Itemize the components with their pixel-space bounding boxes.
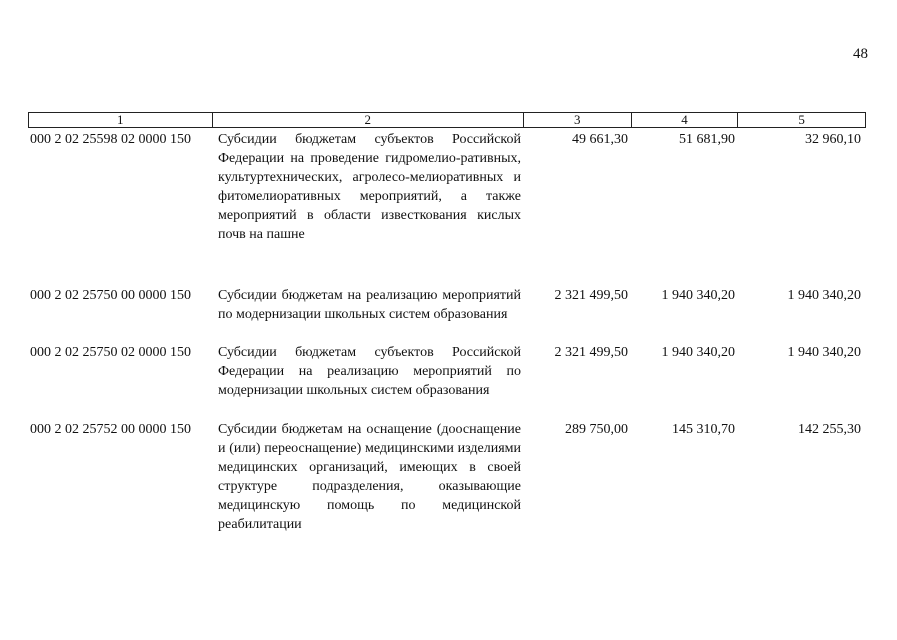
row-description: Субсидии бюджетам субъектов Российской Федерации на реализацию мероприятий по модернизации школьных систем образования: [218, 345, 521, 398]
value-col-4: 145 310,70: [672, 422, 735, 437]
budget-code: 000 2 02 25750 00 0000 150: [30, 288, 191, 303]
column-header-2: 2: [213, 113, 524, 127]
value-col-3: 49 661,30: [572, 132, 628, 147]
value-col-3: 2 321 499,50: [554, 345, 628, 360]
row-description: Субсидии бюджетам на реализацию мероприятий по модернизации школьных систем образования: [218, 288, 521, 322]
table-header-row: [28, 112, 866, 128]
value-col-4: 51 681,90: [679, 132, 735, 147]
column-header-4: 4: [632, 113, 739, 127]
budget-code: 000 2 02 25752 00 0000 150: [30, 422, 191, 437]
row-description: Субсидии бюджетам субъектов Российской Федерации на проведение гидромелио-ративных, культуртехнических, агролесо-мелиоративных и фитомелиоративных мероприятий, а также мероприятий в области известкования кислых почв на пашне: [218, 132, 521, 242]
budget-code: 000 2 02 25598 02 0000 150: [30, 132, 191, 147]
page-number: 48: [853, 46, 868, 62]
value-col-4: 1 940 340,20: [661, 345, 735, 360]
value-col-5: 32 960,10: [805, 132, 861, 147]
column-header-5: 5: [798, 112, 805, 127]
value-col-4: 1 940 340,20: [661, 288, 735, 303]
value-col-5: 142 255,30: [798, 422, 861, 437]
column-header-1: 1: [29, 113, 213, 127]
budget-code: 000 2 02 25750 02 0000 150: [30, 345, 191, 360]
row-description: Субсидии бюджетам на оснащение (дооснащение и (или) переоснащение) медицинскими изделиями медицинских организаций, имеющих в своей структуре подразделения, оказывающие медицинскую помощь по медицинской реабилитации: [218, 422, 521, 532]
value-col-5: 1 940 340,20: [787, 345, 861, 360]
column-header-3: 3: [524, 113, 632, 127]
value-col-3: 289 750,00: [565, 422, 628, 437]
budget-table: [28, 112, 866, 532]
value-col-5: 1 940 340,20: [787, 288, 861, 303]
value-col-3: 2 321 499,50: [554, 288, 628, 303]
